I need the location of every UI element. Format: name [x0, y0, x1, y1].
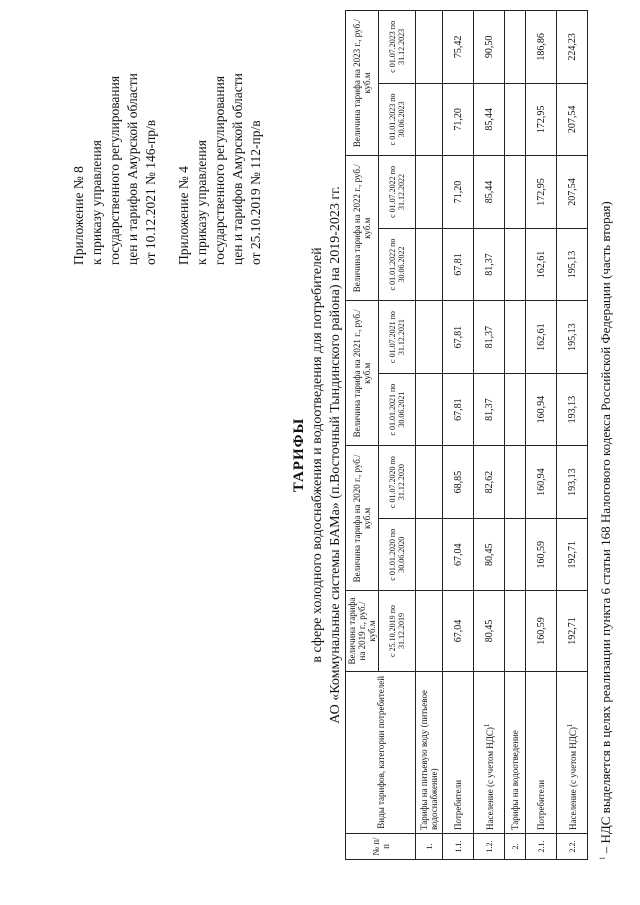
document-title-block [290, 165, 345, 745]
table-header-row [346, 11, 379, 860]
year-2023-header: Величина тарифа на 2023 г., руб./куб.м [346, 11, 379, 156]
appendix-4-line1: Приложение № 4 [176, 166, 191, 265]
tariff-value: 71,20 [443, 83, 474, 156]
tariff-value: 160,59 [526, 518, 557, 591]
tariff-value: 67,04 [443, 518, 474, 591]
col-kind-header: Виды тарифов, категории потребителей [346, 671, 416, 833]
tariff-value: 90,50 [474, 11, 505, 84]
appendix-8-line5: от 10.12.2021 № 146-пр/в [143, 119, 158, 265]
tariff-value: 82,62 [474, 446, 505, 519]
document-subtitle-2: АО «Коммунальные системы БАМа» (п.Восточный Тындинского района) на 2019-2023 гг. [328, 186, 343, 724]
year-2020-header: Величина тарифа на 2020 г., руб./куб.м [346, 446, 379, 591]
tariff-value: 160,59 [526, 591, 557, 671]
tariff-value: 186,86 [526, 11, 557, 84]
tariff-value: 81,37 [474, 228, 505, 301]
document-subtitle-1: в сфере холодного водоснабжения и водоотведения для потребителей [310, 247, 325, 663]
table-row [505, 11, 526, 860]
tariff-value: 67,81 [443, 301, 474, 374]
period-header: с 01.07.2021 по 31.12.2021 [379, 301, 416, 374]
appendix-8-header [70, 5, 160, 265]
tariff-value: 224,23 [557, 11, 588, 84]
footnote-text: – НДС выделяется в целях реализации пункта 6 статьи 168 Налогового кодекса Российской Федерации (часть вторая) [598, 201, 613, 857]
tariff-value: 68,85 [443, 446, 474, 519]
footnote [598, 201, 614, 860]
row-number: 1.1. [443, 834, 474, 860]
tariff-value: 192,71 [557, 518, 588, 591]
tariff-value: 75,42 [443, 11, 474, 84]
tariff-value: 71,20 [443, 156, 474, 229]
period-header: с 01.07.2020 по 31.12.2020 [379, 446, 416, 519]
tariff-value: 81,37 [474, 301, 505, 374]
tariff-value: 80,45 [474, 591, 505, 671]
period-header: с 25.10.2019 по 31.12.2019 [379, 591, 416, 671]
year-2021-header: Величина тарифа на 2021 г., руб./куб.м [346, 301, 379, 446]
footnote-mark: 1 [598, 856, 607, 860]
appendix-8-line2: к приказу управления [89, 140, 104, 265]
period-header: с 01.01.2022 по 30.06.2022 [379, 228, 416, 301]
row-number: 2.1. [526, 834, 557, 860]
tariff-value: 207,54 [557, 83, 588, 156]
tariff-value: 193,13 [557, 446, 588, 519]
appendix-4-line3: государственного регулирования [212, 75, 227, 265]
year-2019-header: Величина тарифа на 2019 г., руб./куб.м [346, 591, 379, 671]
table-row [474, 11, 505, 860]
period-header: с 01.07.2023 по 31.12.2023 [379, 11, 416, 84]
table-row [557, 11, 588, 860]
row-label: Потребители [526, 671, 557, 833]
year-2022-header: Величина тарифа на 2022 г., руб./куб.м [346, 156, 379, 301]
tariff-value: 172,95 [526, 83, 557, 156]
appendix-8-line1: Приложение № 8 [71, 166, 86, 265]
footnote-ref: 1 [566, 723, 574, 728]
period-header: с 01.01.2020 по 30.06.2020 [379, 518, 416, 591]
appendix-4-header [175, 5, 265, 265]
tariff-value: 67,04 [443, 591, 474, 671]
tariff-value: 85,44 [474, 156, 505, 229]
tariffs-table [345, 10, 588, 860]
tariff-value: 195,13 [557, 228, 588, 301]
tariff-value: 195,13 [557, 301, 588, 374]
row-number: 1.2. [474, 834, 505, 860]
tariff-value: 67,81 [443, 228, 474, 301]
row-label: Потребители [443, 671, 474, 833]
row-label: Население (с учетом НДС) [485, 727, 495, 831]
period-header: с 01.01.2023 по 30.06.2023 [379, 83, 416, 156]
row-label-cell [557, 671, 588, 833]
tariff-value: 162,61 [526, 228, 557, 301]
period-header: с 01.07.2022 по 31.12.2022 [379, 156, 416, 229]
col-num-header: № п/п [346, 834, 416, 860]
appendix-8-line4: цен и тарифов Амурской области [125, 73, 140, 265]
tariff-value: 80,45 [474, 518, 505, 591]
tariff-value: 172,95 [526, 156, 557, 229]
tariff-value: 162,61 [526, 301, 557, 374]
row-label: Население (с учетом НДС) [568, 727, 578, 831]
appendix-8-line3: государственного регулирования [107, 75, 122, 265]
row-label: Тарифы на водоотведение [505, 671, 526, 833]
document-title: ТАРИФЫ [291, 417, 307, 493]
appendix-4-line2: к приказу управления [194, 140, 209, 265]
tariff-value: 85,44 [474, 83, 505, 156]
row-label-cell [474, 671, 505, 833]
row-number: 1. [416, 834, 443, 860]
period-header: с 01.01.2021 по 30.06.2021 [379, 373, 416, 446]
footnote-ref: 1 [483, 723, 491, 728]
tariff-value: 192,71 [557, 591, 588, 671]
tariff-value: 193,13 [557, 373, 588, 446]
tariff-value: 67,81 [443, 373, 474, 446]
row-number: 2. [505, 834, 526, 860]
appendix-4-line4: цен и тарифов Амурской области [230, 73, 245, 265]
row-number: 2.2. [557, 834, 588, 860]
tariff-value: 160,94 [526, 446, 557, 519]
tariff-value: 81,37 [474, 373, 505, 446]
row-label: Тарифы на питьевую воду (питьевое водоснабжение) [416, 671, 443, 833]
table-row [416, 11, 443, 860]
appendix-4-line5: от 25.10.2019 № 112-пр/в [248, 120, 263, 265]
tariff-value: 160,94 [526, 373, 557, 446]
table-row [526, 11, 557, 860]
tariff-value: 207,54 [557, 156, 588, 229]
table-row [443, 11, 474, 860]
